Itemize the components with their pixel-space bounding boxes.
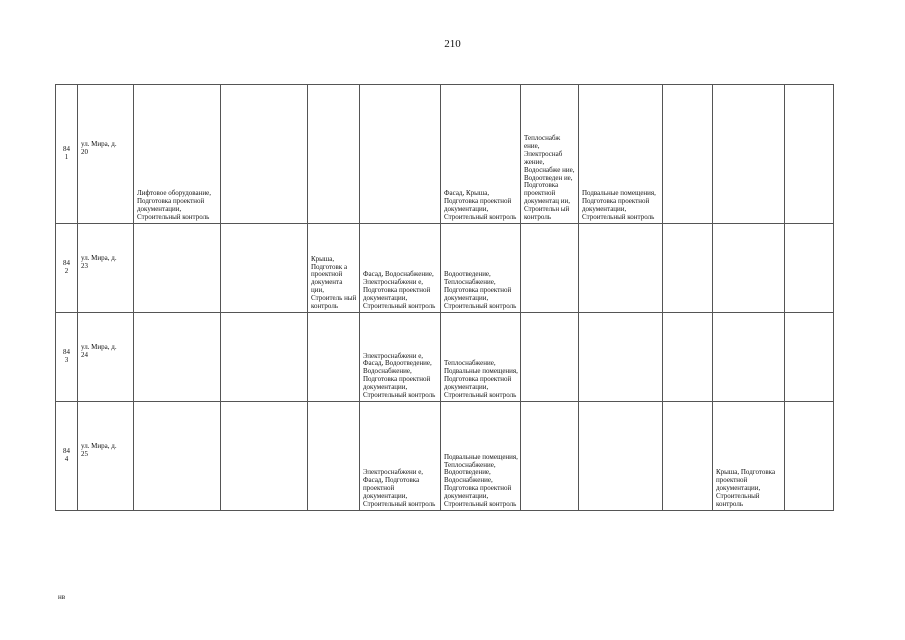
work-cell (134, 313, 221, 402)
address-cell (78, 224, 134, 313)
work-cell: Фасад, Водоснабжение, Электроснабжени е, Подготовка проектной документации, Строительный контроль (360, 224, 441, 313)
table-row (56, 402, 834, 511)
work-cell: Фасад, Крыша, Подготовка проектной документации, Строительный контроль (441, 85, 521, 224)
work-cell (308, 313, 360, 402)
work-cell (785, 224, 834, 313)
work-cell (713, 85, 785, 224)
work-cell: Электроснабжени е, Фасад, Водоотведение, Водоснабжение, Подготовка проектной документации, Строительный контроль (360, 313, 441, 402)
address: ул. Мира, д. 25 (81, 441, 117, 458)
work-cell (663, 402, 713, 511)
work-cell (221, 224, 308, 313)
work-cell (713, 224, 785, 313)
work-cell: Электроснабжени е, Фасад, Подготовка проектной документации, Строительный контроль (360, 402, 441, 511)
row-number: 84 1 (63, 145, 70, 161)
work-cell: Крыша, Подготовк а проектной документа ции, Строитель ный контроль (308, 224, 360, 313)
work-cell: Водоотведение, Теплоснабжение, Подготовка проектной документации, Строительный контроль (441, 224, 521, 313)
work-cell (360, 85, 441, 224)
work-cell (785, 313, 834, 402)
address: ул. Мира, д. 23 (81, 253, 117, 270)
page-number: 210 (444, 38, 461, 50)
work-cell (521, 313, 579, 402)
work-cell: Теплоснабж ение, Электроснаб жение, Водоснабже ние, Водоотведен ие, Подготовка проектной документац ии, Строительн ый контроль (521, 85, 579, 224)
address: ул. Мира, д. 24 (81, 342, 117, 359)
work-cell (308, 85, 360, 224)
work-cell (221, 313, 308, 402)
row-number-cell (56, 313, 78, 402)
work-cell: Теплоснабжение, Подвальные помещения, Подготовка проектной документации, Строительный контроль (441, 313, 521, 402)
work-cell (579, 224, 663, 313)
address: ул. Мира, д. 20 (81, 139, 117, 156)
work-cell (221, 402, 308, 511)
work-cell (713, 313, 785, 402)
work-cell (521, 224, 579, 313)
work-cell (579, 313, 663, 402)
row-number: 84 4 (63, 447, 70, 463)
row-number-cell (56, 85, 78, 224)
row-number-cell (56, 224, 78, 313)
address-cell (78, 313, 134, 402)
table-row (56, 313, 834, 402)
work-cell (663, 224, 713, 313)
work-cell (521, 402, 579, 511)
work-cell (134, 224, 221, 313)
work-cell (221, 85, 308, 224)
work-cell: Подвальные помещения, Теплоснабжение, Водоотведение, Водоснабжение, Подготовка проектной документации, Строительный контроль (441, 402, 521, 511)
work-cell: Крыша, Подготовка проектной документации, Строительный контроль (713, 402, 785, 511)
table-row (56, 85, 834, 224)
row-number-cell (56, 402, 78, 511)
work-cell (579, 402, 663, 511)
work-cell (663, 85, 713, 224)
work-cell: Лифтовое оборудование, Подготовка проектной документации, Строительный контроль (134, 85, 221, 224)
address-cell (78, 85, 134, 224)
footer-mark: нв (58, 593, 66, 601)
table-row (56, 224, 834, 313)
work-cell (134, 402, 221, 511)
address-cell (78, 402, 134, 511)
work-cell (663, 313, 713, 402)
work-cell: Подвальные помещения, Подготовка проектной документации, Строительный контроль (579, 85, 663, 224)
work-cell (785, 402, 834, 511)
row-number: 84 2 (63, 259, 70, 275)
row-number: 84 3 (63, 348, 70, 364)
work-cell (785, 85, 834, 224)
work-cell (308, 402, 360, 511)
repair-schedule-table (55, 84, 834, 511)
